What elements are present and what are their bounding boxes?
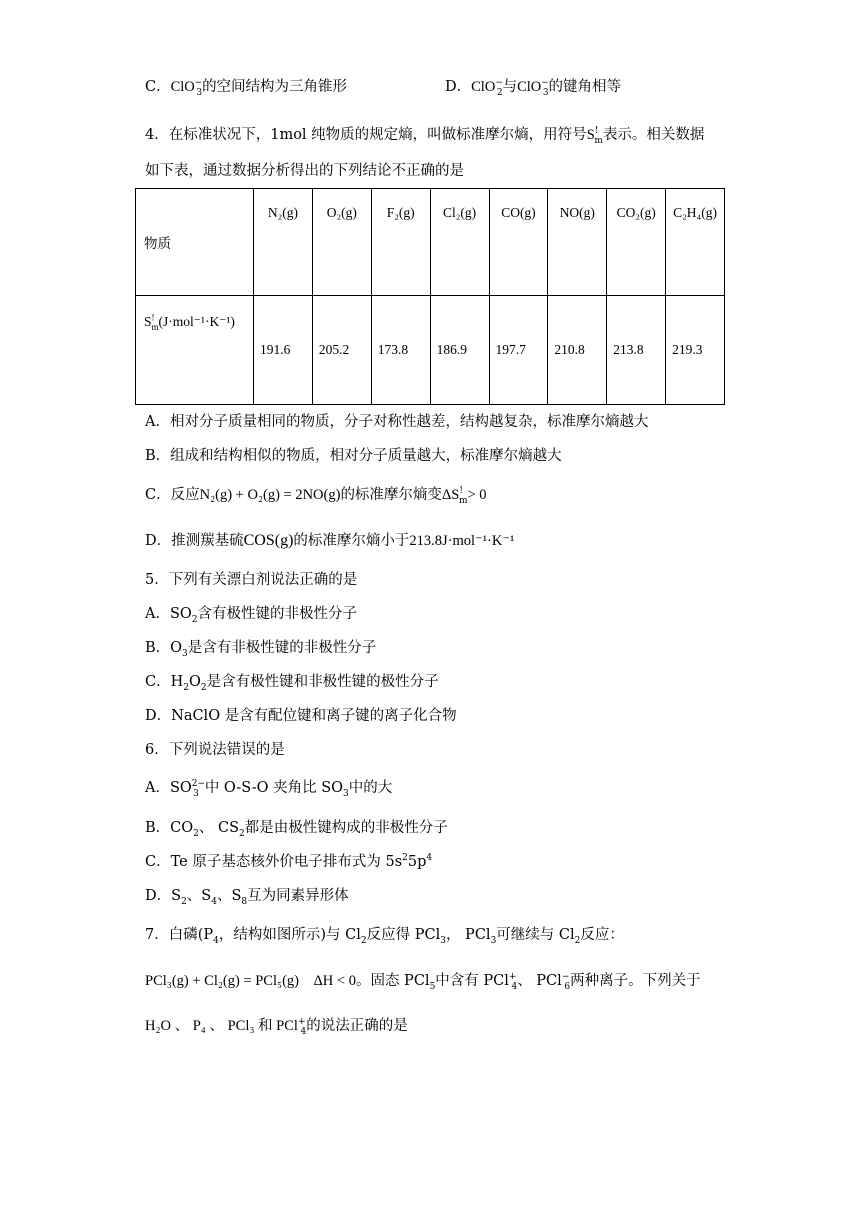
cell-substance: F₂(g) [371,189,430,296]
q4-option-b: B．组成和结构相似的物质，相对分子质量越大，标准摩尔熵越大 [145,448,562,464]
q6-option-c: C．Te 原子基态核外价电子排布式为 $5s^25p^4$ [145,853,433,870]
cell-substance: Cl₂(g) [430,189,489,296]
q6-option-b: B．$CO_2$、 $CS_2$都是由极性键构成的非极性分子 [145,820,448,839]
cell-substance: C₂H₄(g) [666,189,725,296]
cell-substance: N₂(g) [254,189,313,296]
cell-value: 205.2 [312,296,371,405]
q4-option-a: A．相对分子质量相同的物质，分子对称性越差，结构越复杂，标准摩尔熵越大 [145,414,649,430]
q5-option-d: D．NaClO 是含有配位键和离子键的离子化合物 [145,708,457,724]
q5-option-b: B．$O_3$是含有非极性键的非极性分子 [145,640,377,659]
cell-substance: NO(g) [548,189,607,296]
cell-value: 219.3 [666,296,725,405]
cell-value: 197.7 [489,296,548,405]
q7-stem-line3: H₂O 、 P₄ 、 PCl₃ 和 PCl+$_4$的说法正确的是 [145,1017,408,1037]
table-row-substances [136,189,725,296]
q4-option-d: D．推测羰基硫COS(g)的标准摩尔熵小于213.8J·mol⁻¹·K⁻¹ [145,532,515,549]
cell-substance: CO(g) [489,189,548,296]
q6-option-d: D．$S_2$、$S_4$、$S_8$互为同素异形体 [145,888,349,907]
cell-value: 210.8 [548,296,607,405]
header-substance: 物质 [136,189,254,296]
header-entropy: $S^!_m(J\cdot mol^{-1}\cdot K^{-1})$ [136,296,254,405]
cell-value: 191.6 [254,296,313,405]
q3-option-d: D．ClO−$_2$与ClO−$_3$的键角相等 [445,78,622,98]
q6-stem: 6．下列说法错误的是 [145,742,285,758]
q4-option-c: C．反应N₂(g) + O₂(g) = 2NO(g)的标准摩尔熵变$\Delta S^!_m> 0$ [145,486,487,506]
q3-option-c: C．ClO−$_3$的空间结构为三角锥形 [145,78,348,98]
cell-value: 213.8 [607,296,666,405]
q7-stem-line2: PCl₃(g) + Cl₂(g) = PCl₅(g) ΔH < 0。固态 PCl$_5$中含有 PCl+$_4$、 PCl−$_6$两种离子。下列关于 [145,972,701,992]
cell-substance: O₂(g) [312,189,371,296]
cell-substance: CO₂(g) [607,189,666,296]
cell-value: 173.8 [371,296,430,405]
q4-stem-line2: 如下表，通过数据分析得出的下列结论不正确的是 [145,163,464,179]
q5-stem: 5．下列有关漂白剂说法正确的是 [145,572,358,588]
cell-value: 186.9 [430,296,489,405]
entropy-table [135,188,725,405]
q5-option-a: A．$SO_2$含有极性键的非极性分子 [145,606,358,625]
q7-stem-line1: 7．白磷($P_4$，结构如图所示)与 $Cl_2$反应得 PCl$_3$， PCl$_3$可继续与 $Cl_2$反应： [145,927,624,946]
q5-option-c: C．$H_2O_2$是含有极性键和非极性键的极性分子 [145,674,439,693]
q6-option-a: A．$SO^{2-}_3$ 中 O-S-O 夹角比 $SO_3$中的大 [145,779,393,799]
table-row-values [136,296,725,405]
q4-stem-line1: 4．在标准状况下，1mol 纯物质的规定熵，叫做标准摩尔熵，用符号$S^!_m$表示。相关数据 [145,126,705,146]
